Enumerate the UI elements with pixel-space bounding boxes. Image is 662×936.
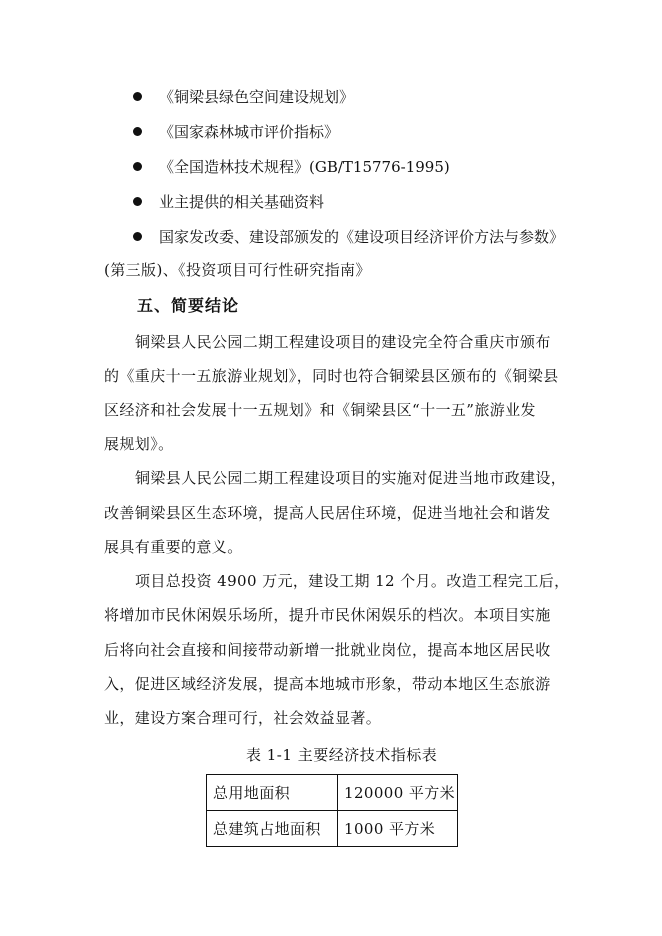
reference-text: 国家发改委、建设部颁发的《建设项目经济评价方法与参数》 [159,228,565,246]
section-heading: 五、简要结论 [137,296,240,315]
reference-text: 《国家森林城市评价指标》 [159,123,340,141]
bullet-icon [133,127,142,136]
reference-text: 《铜梁县绿色空间建设规划》 [159,88,355,106]
paragraph-line: 区经济和社会发展十一五规划》和《铜梁县区“十一五”旅游业发 [104,401,536,419]
reference-item [133,87,354,107]
reference-item [133,227,564,247]
paragraph-line: 入，促进区域经济发展，提高本地城市形象，带动本地区生态旅游 [104,675,551,693]
bullet-icon [133,197,142,206]
reference-text: 业主提供的相关基础资料 [159,193,325,211]
reference-item [133,122,339,142]
table-cell-label: 总用地面积 [207,775,338,811]
table-cell-value: 1000 平方米 [338,811,458,847]
paragraph-line: 展规划》。 [104,435,174,453]
reference-text: 《全国造林技术规程》(GB/T15776-1995) [159,158,450,176]
bullet-icon [133,92,142,101]
reference-item [133,157,450,177]
bullet-icon [133,162,142,171]
paragraph-line: 铜梁县人民公园二期工程建设项目的实施对促进当地市政建设， [135,469,567,487]
paragraph-line: 业，建设方案合理可行，社会效益显著。 [104,709,382,727]
table-row [207,775,458,811]
paragraph-line: 将增加市民休闲娱乐场所，提升市民休闲娱乐的档次。本项目实施 [104,606,551,624]
reference-continuation: (第三版)、《投资项目可行性研究指南》 [104,261,371,279]
paragraph-line: 改善铜梁县区生态环境，提高人民居住环境，促进当地社会和谐发 [104,504,551,522]
reference-item [133,192,324,212]
table-caption: 表 1-1 主要经济技术指标表 [246,746,438,764]
paragraph-line: 展具有重要的意义。 [104,538,243,556]
indicator-table [206,774,458,847]
table-cell-value: 120000 平方米 [338,775,458,811]
paragraph-line: 的《重庆十一五旅游业规划》，同时也符合铜梁县区颁布的《铜梁县 [104,367,559,385]
paragraph-line: 铜梁县人民公园二期工程建设项目的建设完全符合重庆市颁布 [135,333,551,351]
table-row [207,811,458,847]
table-cell-label: 总建筑占地面积 [207,811,338,847]
bullet-icon [133,232,142,241]
paragraph-line: 项目总投资 4900 万元，建设工期 12 个月。改造工程完工后， [135,572,570,590]
paragraph-line: 后将向社会直接和间接带动新增一批就业岗位，提高本地区居民收 [104,641,551,659]
